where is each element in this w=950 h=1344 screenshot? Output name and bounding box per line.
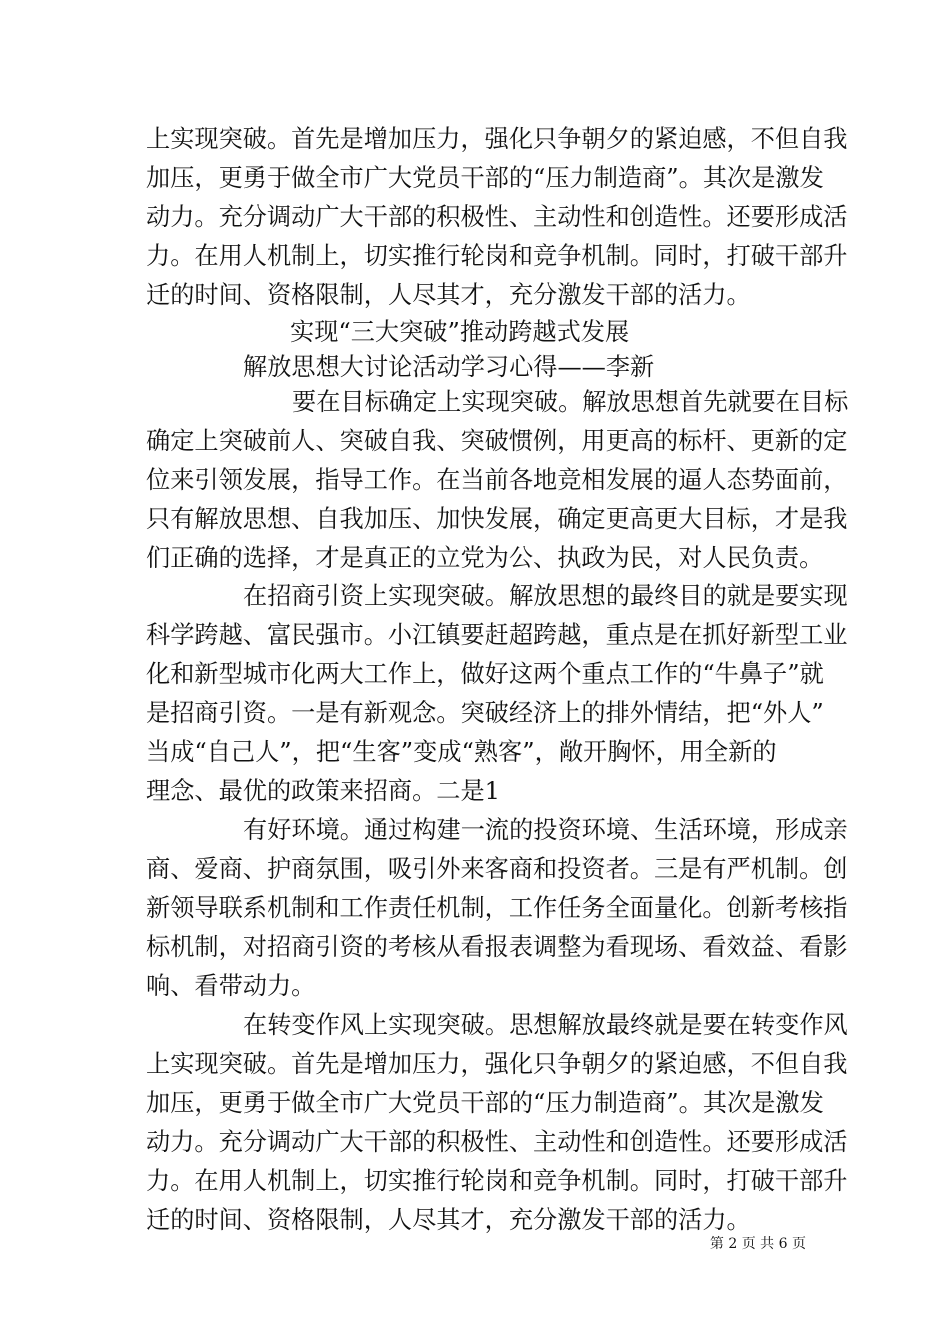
body-line: 科学跨越、富民强市。小江镇要赶超跨越，重点是在抓好新型工业 (146, 621, 848, 649)
body-line: 响、看带动力。 (146, 972, 316, 1000)
footer-total-pages: 6 (778, 1236, 788, 1252)
body-line: 商、爱商、护商氛围，吸引外来客商和投资者。三是有严机制。创 (146, 855, 848, 883)
body-line: 动力。充分调动广大干部的积极性、主动性和创造性。还要形成活 (146, 1128, 848, 1156)
body-line: 新领导联系机制和工作责任机制，工作任务全面量化。创新考核指 (146, 894, 848, 922)
body-line: 上实现突破。首先是增加压力，强化只争朝夕的紧迫感，不但自我 (146, 1050, 848, 1078)
footer-suffix: 页 (787, 1236, 806, 1252)
body-line: 只有解放思想、自我加压、加快发展，确定更高更大目标，才是我 (146, 505, 848, 533)
footer-middle: 页 共 (737, 1236, 779, 1252)
body-line: 理念、最优的政策来招商。二是1 (146, 777, 501, 805)
body-line: 们正确的选择，才是真正的立党为公、执政为民，对人民负责。 (146, 544, 824, 572)
body-line: 动力。充分调动广大干部的积极性、主动性和创造性。还要形成活 (146, 203, 848, 231)
page-number-footer (0, 1233, 806, 1253)
section-title: 实现“三大突破”推动跨越式发展 (290, 318, 630, 346)
body-line: 迁的时间、资格限制，人尽其才，充分激发干部的活力。 (146, 1206, 751, 1234)
body-line: 位来引领发展，指导工作。在当前各地竞相发展的逼人态势面前， (146, 466, 848, 494)
body-line: 迁的时间、资格限制，人尽其才，充分激发干部的活力。 (146, 281, 751, 309)
body-line: 标机制，对招商引资的考核从看报表调整为看现场、看效益、看影 (146, 933, 848, 961)
body-line: 力。在用人机制上，切实推行轮岗和竞争机制。同时，打破干部升 (146, 242, 848, 270)
body-line: 上实现突破。首先是增加压力，强化只争朝夕的紧迫感，不但自我 (146, 125, 848, 153)
body-line: 化和新型城市化两大工作上，做好这两个重点工作的“牛鼻子”就 (146, 660, 824, 688)
body-line: 加压，更勇于做全市广大党员干部的“压力制造商”。其次是激发 (146, 1089, 824, 1117)
body-line: 是招商引资。一是有新观念。突破经济上的排外情结，把“外人” (146, 699, 824, 727)
body-line: 确定上突破前人、突破自我、突破惯例，用更高的标杆、更新的定 (146, 427, 848, 455)
body-line: 当成“自己人”，把“生客”变成“熟客”，敞开胸怀，用全新的 (146, 738, 777, 766)
body-line: 力。在用人机制上，切实推行轮岗和竞争机制。同时，打破干部升 (146, 1167, 848, 1195)
body-line: 有好环境。通过构建一流的投资环境、生活环境，形成亲 (243, 816, 848, 844)
footer-prefix: 第 (709, 1236, 729, 1252)
body-line: 在转变作风上实现突破。思想解放最终就是要在转变作风 (243, 1011, 848, 1039)
footer-current-page: 2 (728, 1236, 738, 1252)
section-subtitle: 解放思想大讨论活动学习心得——李新 (243, 353, 655, 381)
body-line: 加压，更勇于做全市广大党员干部的“压力制造商”。其次是激发 (146, 164, 824, 192)
body-line: 在招商引资上实现突破。解放思想的最终目的就是要实现 (243, 582, 848, 610)
body-line: 要在目标确定上实现突破。解放思想首先就要在目标 (292, 388, 849, 416)
